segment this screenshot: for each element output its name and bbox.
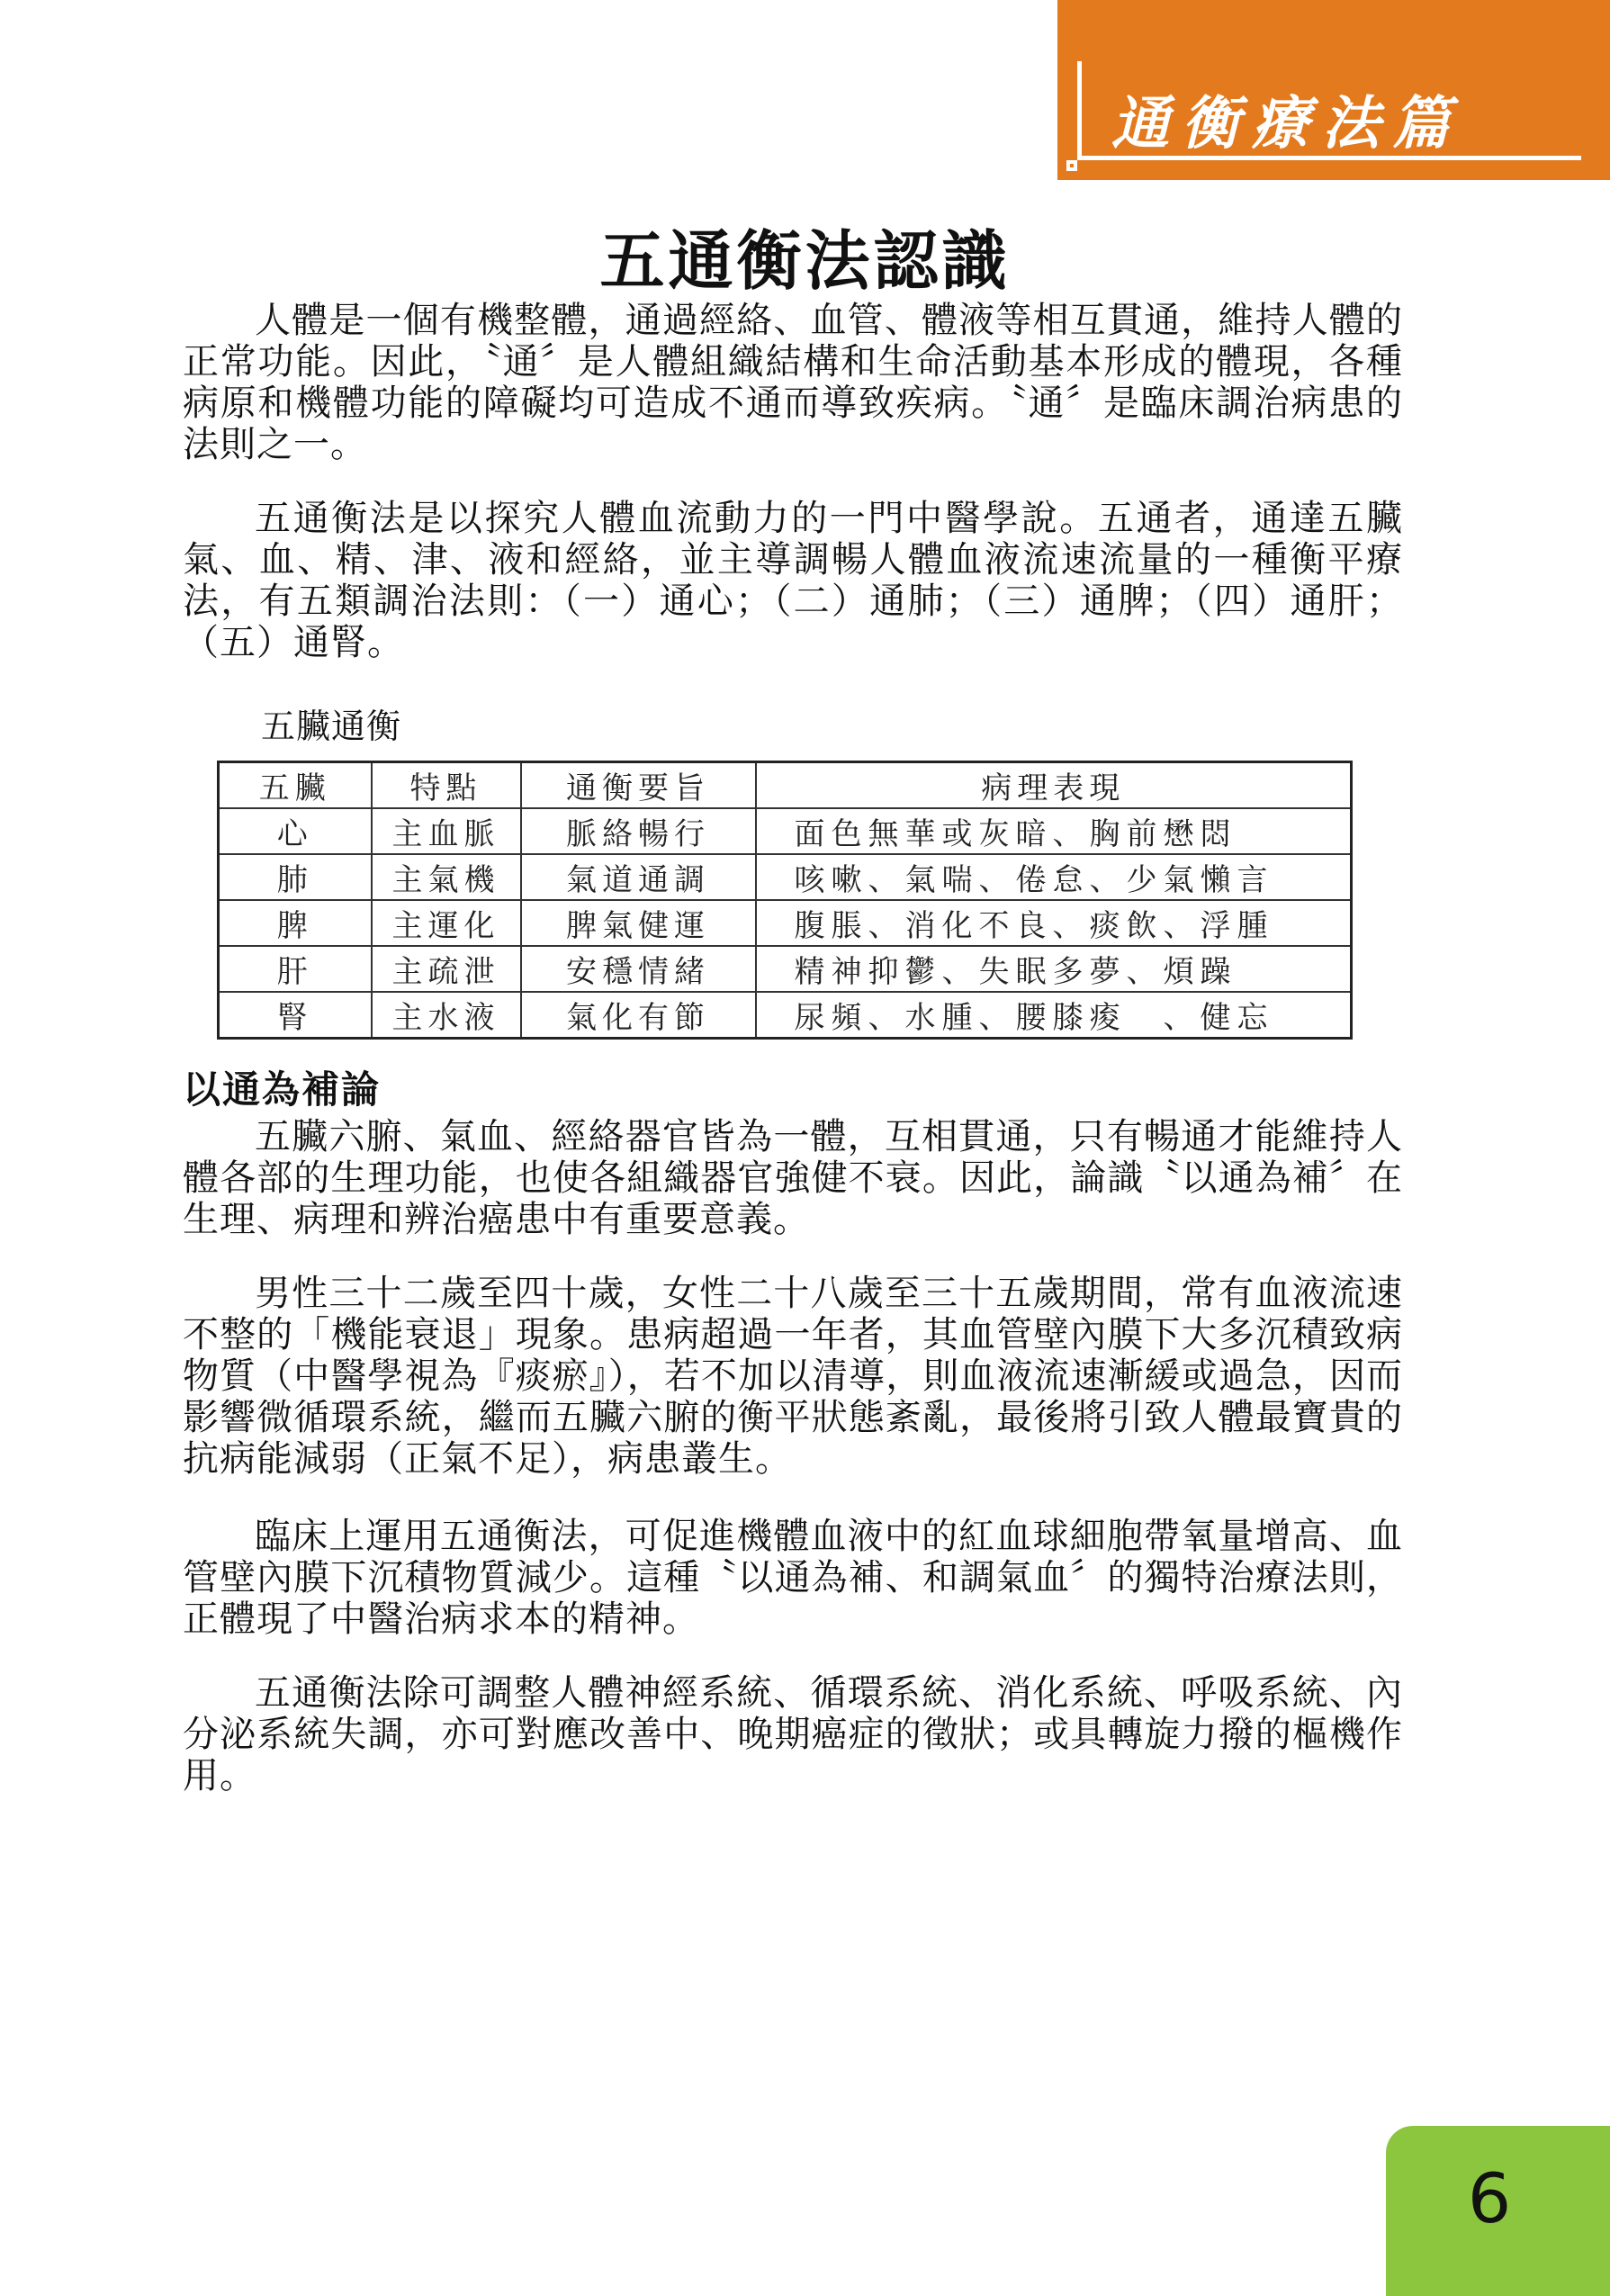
body-paragraph-2: 男性三十二歲至四十歲，女性二十八歲至三十五歲期間，常有血液流速不整的「機能衰退」現象。患病超過一年者，其血管壁內膜下大多沉積致病物質（中醫學視為『痰瘀』），若不加以清導，則血液流速漸緩或過急，因而影響微循環系統，繼而五臟六腑的衡平狀態紊亂，最後將引致人體最寶貴的抗病能減弱（正氣不足），病患叢生。 (183, 1273, 1403, 1480)
page-number: 6 (1467, 2158, 1512, 2238)
organ-cell: 肝 (219, 946, 372, 992)
section-heading: 以通為補論 (183, 1067, 382, 1112)
feature-cell: 主血脈 (372, 808, 521, 854)
symptoms-cell: 面色無華或灰暗、胸前懋悶 (756, 808, 1352, 854)
table-row (219, 808, 1352, 854)
table-row (219, 854, 1352, 900)
feature-cell: 主氣機 (372, 854, 521, 900)
page-title: 五通衡法認識 (599, 223, 1011, 299)
section-title: 通衡療法篇 (1111, 90, 1462, 158)
table-caption: 五臟通衡 (261, 707, 402, 746)
table-header-row (219, 762, 1352, 809)
header-feature: 特點 (372, 762, 521, 809)
feature-cell: 主水液 (372, 992, 521, 1039)
header-organ: 五臟 (219, 762, 372, 809)
principle-cell: 安穩情緒 (521, 946, 756, 992)
five-organs-table (217, 761, 1353, 1040)
symptoms-cell: 尿頻、水腫、腰膝痠 、健忘 (756, 992, 1352, 1039)
principle-cell: 氣化有節 (521, 992, 756, 1039)
table-row (219, 900, 1352, 946)
page-number-tab (1386, 2126, 1610, 2296)
principle-cell: 脾氣健運 (521, 900, 756, 946)
intro-paragraph-1: 人體是一個有機整體，通過經絡、血管、體液等相互貫通，維持人體的正常功能。因此，〝通〞是人體組織結構和生命活動基本形成的體現，各種病原和機體功能的障礙均可造成不通而導致疾病。〝通〞是臨床調治病患的法則之一。 (183, 300, 1403, 465)
table-row (219, 992, 1352, 1039)
organ-cell: 心 (219, 808, 372, 854)
body-paragraph-4: 五通衡法除可調整人體神經系統、循環系統、消化系統、呼吸系統、內分泌系統失調，亦可對應改善中、晚期癌症的徵狀；或具轉旋力撥的樞機作用。 (183, 1672, 1403, 1796)
organ-cell: 肺 (219, 854, 372, 900)
symptoms-cell: 精神抑鬱、失眠多夢、煩躁 (756, 946, 1352, 992)
section-header-tab (1057, 0, 1610, 180)
feature-cell: 主疏泄 (372, 946, 521, 992)
principle-cell: 脈絡暢行 (521, 808, 756, 854)
body-paragraph-3: 臨床上運用五通衡法，可促進機體血液中的紅血球細胞帶氧量增高、血管壁內膜下沉積物質減少。這種〝以通為補、和調氣血〞的獨特治療法則，正體現了中醫治病求本的精神。 (183, 1516, 1403, 1640)
principle-cell: 氣道通調 (521, 854, 756, 900)
body-paragraph-1: 五臟六腑、氣血、經絡器官皆為一體，互相貫通，只有暢通才能維持人體各部的生理功能，也使各組織器官強健不衰。因此，論識〝以通為補〞在生理、病理和辨治癌患中有重要意義。 (183, 1116, 1403, 1240)
intro-paragraph-2: 五通衡法是以探究人體血流動力的一門中醫學說。五通者，通達五臟氣、血、精、津、液和經絡，並主導調暢人體血液流速流量的一種衡平療法，有五類調治法則：（一）通心；（二）通肺；（三）通脾；（四）通肝；（五）通腎。 (183, 498, 1403, 663)
organ-cell: 腎 (219, 992, 372, 1039)
feature-cell: 主運化 (372, 900, 521, 946)
header-principle: 通衡要旨 (521, 762, 756, 809)
symptoms-cell: 咳嗽、氣喘、倦怠、少氣懶言 (756, 854, 1352, 900)
table-row (219, 946, 1352, 992)
organ-cell: 脾 (219, 900, 372, 946)
header-symptoms: 病理表現 (756, 762, 1352, 809)
symptoms-cell: 腹脹、消化不良、痰飲、浮腫 (756, 900, 1352, 946)
